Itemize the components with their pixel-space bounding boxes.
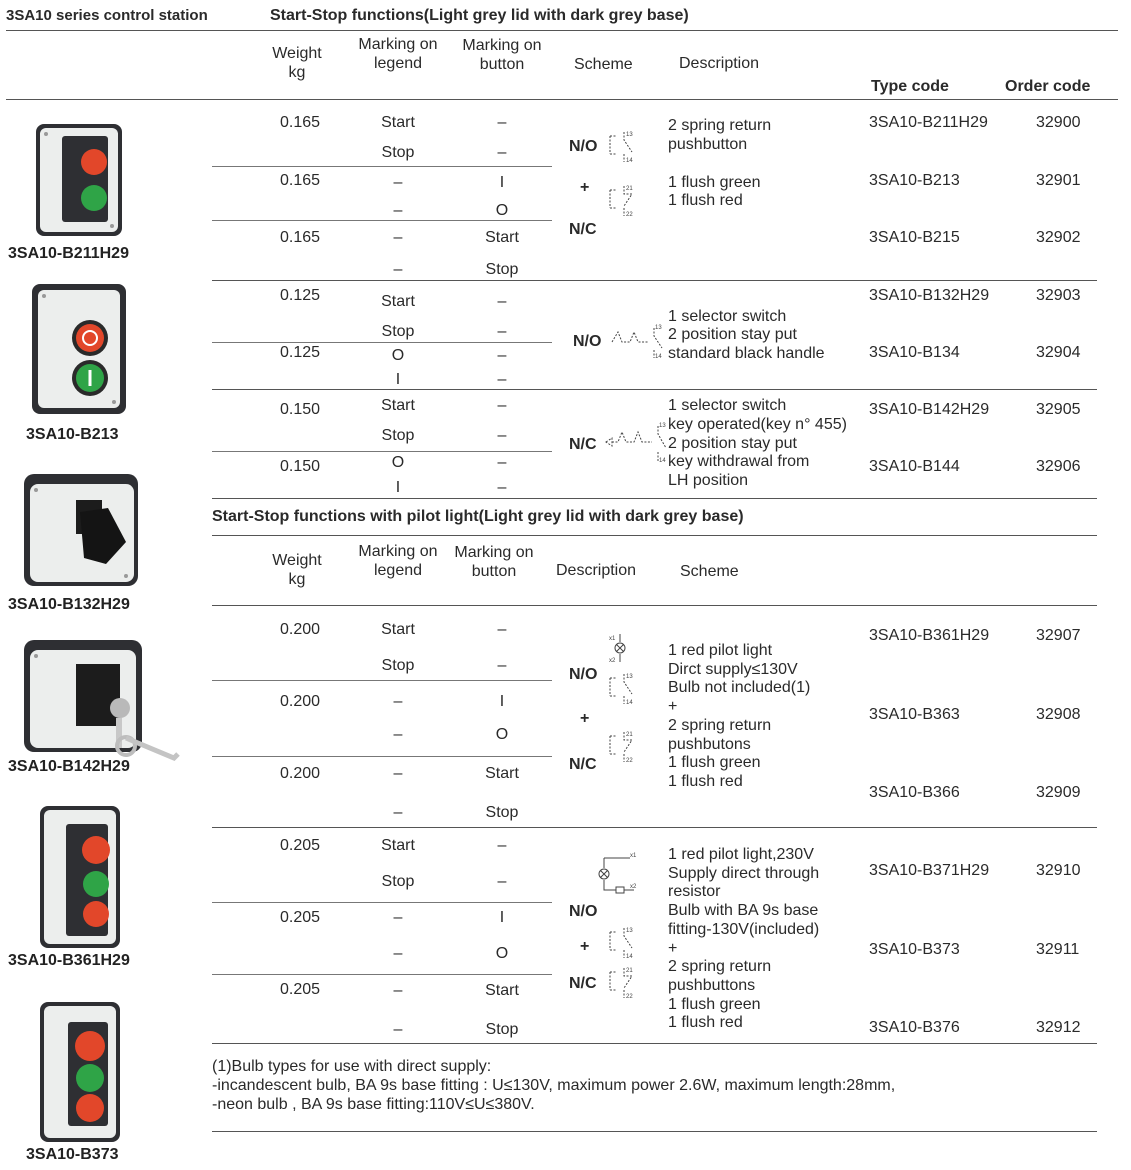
divider bbox=[212, 535, 1097, 536]
type-code-cell: 3SA10-B132H29 bbox=[869, 287, 990, 304]
desc-line: 1 flush green bbox=[668, 174, 761, 191]
col-marking-button: Marking on button bbox=[462, 37, 542, 73]
svg-text:22: 22 bbox=[626, 758, 633, 764]
svg-text:21: 21 bbox=[626, 968, 633, 974]
type-code-cell: 3SA10-B373 bbox=[869, 941, 960, 958]
scheme-no-label: N/O bbox=[573, 333, 602, 350]
svg-text:21: 21 bbox=[626, 186, 633, 192]
type-code-cell: 3SA10-B363 bbox=[869, 706, 960, 723]
weight-cell: 0.200 bbox=[279, 693, 321, 710]
desc-line: key withdrawal from bbox=[668, 453, 810, 470]
desc-line: Bulb not included(1) bbox=[668, 679, 811, 697]
legend-cell: Stop bbox=[381, 657, 415, 674]
button-cell: I bbox=[499, 693, 505, 710]
svg-text:22: 22 bbox=[626, 994, 633, 1000]
product-image-b373 bbox=[38, 1000, 122, 1144]
desc-line: 1 selector switch bbox=[668, 308, 787, 325]
nc-contact-symbol bbox=[606, 730, 636, 764]
weight-cell: 0.205 bbox=[279, 981, 321, 998]
type-code-cell: 3SA10-B142H29 bbox=[869, 401, 990, 418]
button-cell: – bbox=[497, 657, 507, 674]
col-marking-legend: Marking on legend bbox=[358, 543, 438, 579]
desc-line: 1 selector switch bbox=[668, 397, 787, 414]
legend-cell: Stop bbox=[381, 323, 415, 340]
footnote-line: -neon bulb , BA 9s base fitting:110V≤U≤380V. bbox=[212, 1096, 535, 1113]
legend-cell: – bbox=[393, 261, 403, 278]
key-switch-symbol bbox=[604, 422, 668, 464]
no-contact-symbol bbox=[606, 672, 636, 706]
order-code-cell: 32906 bbox=[1036, 458, 1081, 475]
order-code-cell: 32902 bbox=[1036, 229, 1081, 246]
legend-cell: Start bbox=[381, 837, 415, 854]
section2-title: Start-Stop functions with pilot light(Light grey lid with dark grey base) bbox=[212, 508, 744, 525]
legend-cell: Start bbox=[381, 293, 415, 310]
button-cell: Stop bbox=[485, 1021, 519, 1038]
legend-cell: – bbox=[393, 693, 403, 710]
col-marking-legend: Marking on legend bbox=[358, 36, 438, 72]
desc-line: pushbutons bbox=[668, 735, 751, 753]
button-cell: Start bbox=[485, 229, 519, 246]
row-divider bbox=[212, 756, 552, 757]
button-cell: O bbox=[495, 945, 509, 962]
order-code-cell: 32901 bbox=[1036, 172, 1081, 189]
col-weight: Weight kg bbox=[272, 45, 322, 81]
col-weight: Weight kg bbox=[272, 552, 322, 588]
nc-contact-symbol bbox=[606, 966, 636, 1000]
desc-line: key operated(key n° 455) bbox=[668, 416, 847, 433]
type-code-cell: 3SA10-B371H29 bbox=[869, 862, 990, 879]
legend-cell: Stop bbox=[381, 427, 415, 444]
weight-cell: 0.165 bbox=[279, 229, 321, 246]
divider bbox=[212, 605, 1097, 606]
type-code-cell: 3SA10-B211H29 bbox=[869, 114, 988, 131]
type-code-cell: 3SA10-B215 bbox=[869, 229, 960, 246]
scheme-nc-label: N/C bbox=[569, 436, 597, 453]
legend-cell: – bbox=[393, 982, 403, 999]
scheme-nc-label: N/C bbox=[569, 221, 597, 238]
svg-text:21: 21 bbox=[626, 732, 633, 738]
desc-line: Dirct supply≤130V bbox=[668, 660, 798, 678]
svg-text:14: 14 bbox=[659, 458, 666, 464]
product-image-b142h29 bbox=[22, 638, 182, 766]
weight-cell: 0.165 bbox=[279, 114, 321, 131]
legend-cell: Start bbox=[381, 397, 415, 414]
desc-line: 2 spring return bbox=[668, 958, 772, 976]
svg-text:14: 14 bbox=[655, 354, 662, 360]
row-divider bbox=[212, 451, 552, 452]
legend-cell: – bbox=[393, 804, 403, 821]
button-cell: Start bbox=[485, 982, 519, 999]
scheme-no-label: N/O bbox=[569, 903, 598, 920]
scheme-nc-label: N/C bbox=[569, 975, 597, 992]
row-divider bbox=[212, 166, 552, 167]
desc-line: 1 red pilot light,230V bbox=[668, 846, 814, 863]
legend-cell: – bbox=[393, 765, 403, 782]
legend-cell: Stop bbox=[381, 873, 415, 890]
product-image-b361h29 bbox=[38, 804, 122, 950]
scheme-no-label: N/O bbox=[569, 666, 598, 683]
button-cell: – bbox=[497, 837, 507, 854]
desc-line: resistor bbox=[668, 883, 721, 901]
button-cell: – bbox=[497, 323, 507, 340]
desc-line: Bulb with BA 9s base bbox=[668, 902, 819, 920]
product-label: 3SA10-B361H29 bbox=[8, 952, 130, 969]
legend-cell: – bbox=[393, 229, 403, 246]
type-code-cell: 3SA10-B144 bbox=[869, 458, 960, 475]
product-label: 3SA10-B132H29 bbox=[8, 596, 130, 613]
svg-text:13: 13 bbox=[626, 674, 633, 680]
type-code-cell: 3SA10-B366 bbox=[869, 784, 960, 801]
scheme-no-label: N/O bbox=[569, 138, 598, 155]
product-image-b211h29 bbox=[34, 122, 124, 238]
divider bbox=[6, 99, 1118, 100]
button-cell: Start bbox=[485, 765, 519, 782]
product-image-b132h29 bbox=[22, 472, 140, 588]
svg-text:13: 13 bbox=[626, 132, 633, 138]
svg-text:14: 14 bbox=[626, 700, 633, 706]
svg-text:13: 13 bbox=[655, 325, 662, 331]
group-divider bbox=[212, 498, 1097, 499]
order-code-cell: 32907 bbox=[1036, 627, 1081, 644]
row-divider bbox=[212, 680, 552, 681]
footnote-line: (1)Bulb types for use with direct supply: bbox=[212, 1058, 492, 1075]
desc-line: 1 flush red bbox=[668, 192, 743, 209]
button-cell: – bbox=[497, 293, 507, 310]
svg-text:22: 22 bbox=[626, 212, 633, 218]
button-cell: O bbox=[495, 726, 509, 743]
pilot-light-symbol bbox=[604, 632, 636, 664]
weight-cell: 0.150 bbox=[279, 458, 321, 475]
desc-line: LH position bbox=[668, 472, 749, 489]
svg-text:x1: x1 bbox=[609, 636, 616, 642]
desc-line: 2 position stay put bbox=[668, 326, 797, 343]
series-title: 3SA10 series control station bbox=[6, 7, 208, 24]
button-cell: – bbox=[497, 454, 507, 471]
order-code-cell: 32905 bbox=[1036, 401, 1081, 418]
button-cell: – bbox=[497, 144, 507, 161]
desc-line: 2 spring return bbox=[668, 716, 772, 734]
weight-cell: 0.150 bbox=[279, 401, 321, 418]
group-divider bbox=[212, 827, 1097, 828]
desc-line: 2 position stay put bbox=[668, 435, 797, 452]
legend-cell: Stop bbox=[381, 144, 415, 161]
button-cell: I bbox=[499, 174, 505, 191]
weight-cell: 0.200 bbox=[279, 621, 321, 638]
order-code-cell: 32912 bbox=[1036, 1019, 1081, 1036]
product-image-b213 bbox=[30, 282, 128, 416]
desc-line: + bbox=[668, 698, 678, 716]
row-divider bbox=[212, 974, 552, 975]
order-code-cell: 32908 bbox=[1036, 706, 1081, 723]
svg-text:x2: x2 bbox=[630, 884, 637, 890]
button-cell: – bbox=[497, 371, 507, 388]
selector-switch-symbol bbox=[608, 322, 664, 360]
legend-cell: I bbox=[395, 479, 401, 496]
desc-line: 1 flush red bbox=[668, 772, 743, 790]
order-code-cell: 32903 bbox=[1036, 287, 1081, 304]
legend-cell: – bbox=[393, 945, 403, 962]
row-divider bbox=[212, 342, 552, 343]
scheme-plus: + bbox=[580, 179, 590, 196]
button-cell: Stop bbox=[485, 261, 519, 278]
desc-line: 1 flush green bbox=[668, 995, 761, 1013]
col-description: Description bbox=[556, 562, 637, 579]
button-cell: I bbox=[499, 909, 505, 926]
svg-text:13: 13 bbox=[626, 928, 633, 934]
legend-cell: Start bbox=[381, 114, 415, 131]
order-code-cell: 32911 bbox=[1036, 941, 1080, 958]
product-label: 3SA10-B211H29 bbox=[8, 245, 129, 262]
section1-title: Start-Stop functions(Light grey lid with dark grey base) bbox=[270, 7, 689, 24]
desc-line: standard black handle bbox=[668, 345, 825, 362]
svg-text:13: 13 bbox=[659, 423, 666, 429]
desc-line: 1 red pilot light bbox=[668, 642, 773, 659]
order-code-cell: 32909 bbox=[1036, 784, 1081, 801]
button-cell: O bbox=[495, 202, 509, 219]
weight-cell: 0.125 bbox=[279, 287, 321, 304]
desc-line: 2 spring return bbox=[668, 117, 772, 134]
divider bbox=[6, 30, 1118, 31]
col-order-code: Order code bbox=[1005, 78, 1091, 95]
divider bbox=[212, 1131, 1097, 1132]
pilot-light-resistor-symbol bbox=[594, 854, 638, 894]
button-cell: – bbox=[497, 873, 507, 890]
nc-contact-symbol bbox=[606, 184, 636, 218]
weight-cell: 0.165 bbox=[279, 172, 321, 189]
scheme-plus: + bbox=[580, 710, 590, 727]
col-marking-button: Marking on button bbox=[454, 544, 534, 580]
desc-line: 1 flush red bbox=[668, 1014, 743, 1032]
legend-cell: I bbox=[395, 371, 401, 388]
desc-line: 1 flush green bbox=[668, 754, 761, 772]
col-scheme: Scheme bbox=[574, 56, 633, 73]
button-cell: – bbox=[497, 479, 507, 496]
order-code-cell: 32900 bbox=[1036, 114, 1081, 131]
svg-text:x2: x2 bbox=[609, 658, 616, 664]
scheme-nc-label: N/C bbox=[569, 756, 597, 773]
type-code-cell: 3SA10-B376 bbox=[869, 1019, 960, 1036]
type-code-cell: 3SA10-B134 bbox=[869, 344, 960, 361]
svg-text:14: 14 bbox=[626, 954, 633, 960]
group-divider bbox=[212, 280, 1097, 281]
legend-cell: – bbox=[393, 202, 403, 219]
legend-cell: – bbox=[393, 909, 403, 926]
legend-cell: – bbox=[393, 174, 403, 191]
button-cell: – bbox=[497, 114, 507, 131]
product-label: 3SA10-B142H29 bbox=[8, 758, 130, 775]
button-cell: – bbox=[497, 347, 507, 364]
product-label: 3SA10-B213 bbox=[26, 426, 119, 443]
order-code-cell: 32910 bbox=[1036, 862, 1081, 879]
col-description: Description bbox=[679, 55, 760, 72]
button-cell: – bbox=[497, 621, 507, 638]
button-cell: Stop bbox=[485, 804, 519, 821]
scheme-plus: + bbox=[580, 938, 590, 955]
group-divider bbox=[212, 1043, 1097, 1044]
legend-cell: – bbox=[393, 1021, 403, 1038]
col-scheme: Scheme bbox=[680, 563, 739, 580]
weight-cell: 0.125 bbox=[279, 344, 321, 361]
row-divider bbox=[212, 220, 552, 221]
button-cell: – bbox=[497, 397, 507, 414]
weight-cell: 0.205 bbox=[279, 909, 321, 926]
svg-text:14: 14 bbox=[626, 158, 633, 164]
no-contact-symbol bbox=[606, 926, 636, 960]
footnote-line: -incandescent bulb, BA 9s base fitting : U≤130V, maximum power 2.6W, maximum length:28mm, bbox=[212, 1077, 896, 1094]
order-code-cell: 32904 bbox=[1036, 344, 1081, 361]
product-label: 3SA10-B373 bbox=[26, 1146, 119, 1163]
desc-line: pushbutton bbox=[668, 136, 748, 153]
button-cell: – bbox=[497, 427, 507, 444]
no-contact-symbol bbox=[606, 130, 636, 164]
desc-line: pushbuttons bbox=[668, 976, 756, 994]
desc-line: fitting-130V(included) bbox=[668, 920, 820, 938]
svg-text:x1: x1 bbox=[630, 853, 637, 859]
type-code-cell: 3SA10-B213 bbox=[869, 172, 960, 189]
legend-cell: – bbox=[393, 726, 403, 743]
col-type-code: Type code bbox=[871, 78, 949, 95]
weight-cell: 0.205 bbox=[279, 837, 321, 854]
group-divider bbox=[212, 389, 1097, 390]
legend-cell: O bbox=[391, 347, 405, 364]
desc-line: + bbox=[668, 939, 678, 957]
row-divider bbox=[212, 902, 552, 903]
legend-cell: Start bbox=[381, 621, 415, 638]
desc-line: Supply direct through bbox=[668, 864, 820, 882]
legend-cell: O bbox=[391, 454, 405, 471]
type-code-cell: 3SA10-B361H29 bbox=[869, 627, 990, 644]
weight-cell: 0.200 bbox=[279, 765, 321, 782]
